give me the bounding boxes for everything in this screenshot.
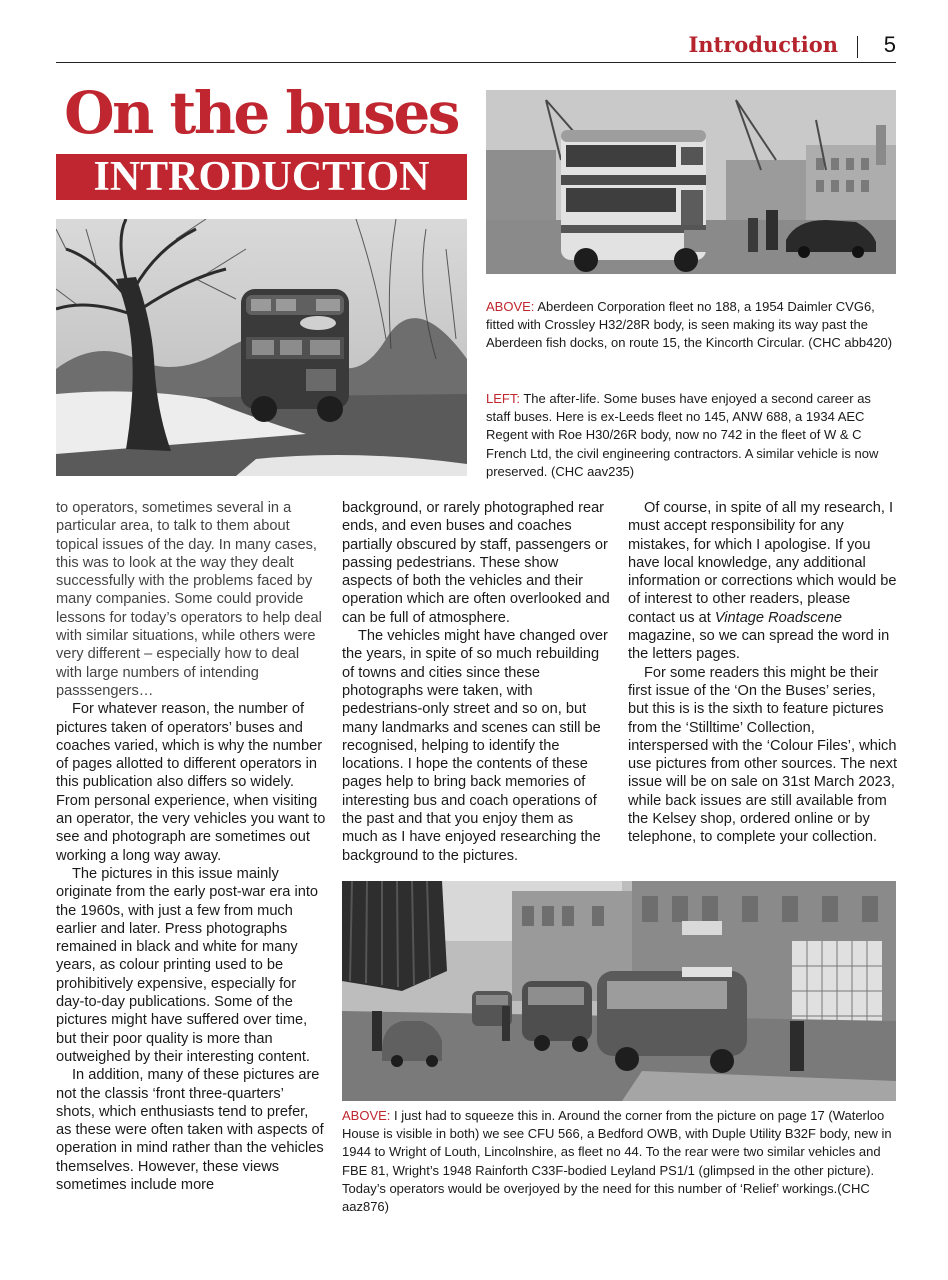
magazine-name: Vintage Roadscene (714, 609, 842, 626)
caption-above-bottom (342, 1107, 898, 1216)
body-paragraph (628, 499, 898, 664)
caption-text: Aberdeen Corporation fleet no 188, a 1954 Daimler CVG6, fitted with Crossley H32/28R body, is seen making its way past the Aberdeen fish docks, on route 15, the Kincorth Circular. (CHC abb420) (486, 299, 893, 351)
caption-label: ABOVE: (342, 1108, 391, 1123)
body-column-1 (56, 499, 326, 1194)
body-paragraph: For whatever reason, the number of pictures taken of operators’ buses and coaches varied, which is why the number of pages allotted to different operators in this publication also differs so widely. From personal experience, when visiting an operator, the very vehicles you want to see and photograph are sometimes out working a long way away. (56, 701, 326, 864)
section-title: Introduction (688, 32, 838, 57)
body-text: magazine, so we can spread the word in the letters pages. (628, 628, 890, 663)
caption-text: The after-life. Some buses have enjoyed a second career as staff buses. Here is ex-Leeds fleet no 145, ANW 688, a 1934 AEC Regent with Roe H30/26R body, now no 742 in the fleet of W & C French Ltd, the civil engineering contractors. A similar vehicle is now preserved. (CHC aav235) (486, 391, 879, 479)
photo-park-bus (56, 219, 467, 476)
intro-banner: INTRODUCTION (56, 154, 467, 200)
caption-label: LEFT: (486, 391, 520, 406)
body-column-3 (628, 499, 898, 847)
caption-above-top (486, 298, 898, 353)
page-header (56, 28, 896, 63)
body-paragraph: The pictures in this issue mainly originate from the early post-war era into the 1960s, with just a few from much earlier and later. Press photographs remained in black and white for many years, as colour printing used to be prohibitively expensive, especially for day-to-day publications. Some of the pictures might have suffered over time, but their poor quality is more than outweighed by their interesting content. (56, 865, 318, 1065)
body-paragraph: to operators, sometimes several in a particular area, to talk to them about topical issues of the day. In many cases, this was to look at the way they dealt successfully with the problems faced by many companies. Some could provide lessons for today’s operators to help deal with similar situations, while others were very different – especially how to deal with large numbers of intending passsengers… (56, 500, 322, 699)
body-paragraph: background, or rarely photographed rear ends, and even buses and coaches partially obscured by staff, passengers or passing pedestrians. These show aspects of both the vehicles and their operation which are often overlooked and can be full of atmosphere. (342, 500, 610, 626)
caption-text: I just had to squeeze this in. Around the corner from the picture on page 17 (Waterloo House is visible in both) we see CFU 566, a Bedford OWB, with Duple Utility B32F body, new in 1944 to Wright of Louth, Lincolnshire, as fleet no 44. To the rear were two similar vehicles and FBE 81, Wright’s 1948 Rainforth C33F-bodied Leyland PS1/1 (glimpsed in the other picture). Today’s operators would be overjoyed by the need for this number of ‘Relief’ workings.(CHC aaz876) (342, 1108, 892, 1215)
body-column-2 (342, 499, 612, 865)
body-paragraph: In addition, many of these pictures are not the classis ‘front three-quarters’ shots, which enthusiasts tend to prefer, as these were often taken with aspects of operation in mind rather than the vehicles themselves. However, these views sometimes include more (56, 1067, 324, 1193)
photo-relief-buses (342, 881, 896, 1101)
photo-aberdeen-bus (486, 90, 896, 274)
body-text: Of course, in spite of all my research, I must accept responsibility for any mistakes, for which I apologise. If you have local knowledge, any additional information or corrections which would be of interest to other readers, please contact us at (628, 500, 897, 626)
page-number: 5 (883, 32, 896, 57)
caption-left (486, 390, 898, 481)
caption-label: ABOVE: (486, 299, 535, 314)
body-paragraph: The vehicles might have changed over the years, in spite of so much rebuilding of towns and cities since these photographs were taken, with pedestrians-only street and so on, but many landmarks and scenes can still be recognised, helping to identify the locations. I hope the contents of these pages help to bring back memories of interesting bus and coach operations of the past and that you enjoy them as much as I have enjoyed researching the background to the pictures. (342, 628, 608, 864)
body-paragraph: For some readers this might be their first issue of the ‘On the Buses’ series, but this is is the sixth to feature pictures from the ‘Stilltime’ Collection, interspersed with the ‘Colour Files’, which use pictures from other sources. The next issue will be on sale on 31st March 2023, while back issues are still available from the Kelsey shop, ordered online or by telephone, to complete your collection. (628, 664, 898, 846)
article-title: On the buses (64, 79, 458, 147)
header-divider (857, 36, 858, 58)
